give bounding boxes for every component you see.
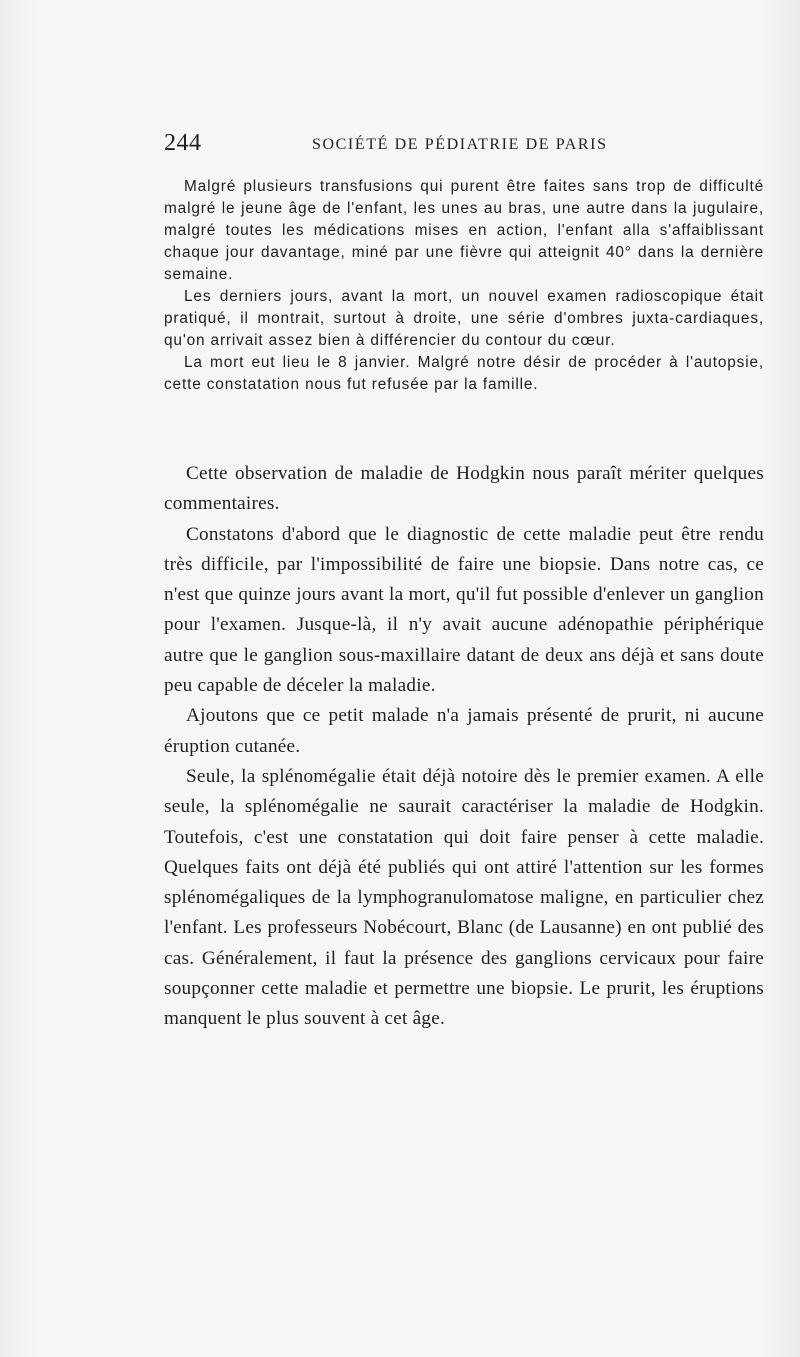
running-head xyxy=(164,130,764,160)
paragraph-commentary-intro: Cette observation de maladie de Hodgkin nous paraît mériter quelques commentaires. xyxy=(164,463,764,515)
case-report-text xyxy=(164,176,764,396)
journal-title: SOCIÉTÉ DE PÉDIATRIE DE PARIS xyxy=(312,136,608,153)
paragraph-transfusions: Malgré plusieurs transfusions qui purent être faites sans trop de difficulté malgré le jeune âge de l'enfant, les unes au bras, une autre dans la jugulaire, malgré toutes les médications mises en action, l'enfant alla s'affaiblissant chaque jour davantage, miné par une fièvre qui atteignit 40° dans la dernière semaine. xyxy=(164,178,764,283)
paragraph-splenomegaly: Seule, la splénomégalie était déjà notoire dès le premier examen. A elle seule, la splénomégalie ne saurait caractériser la maladie de Hodgkin. Toutefois, c'est une constatation qui doit faire penser à cette maladie. Quelques faits ont déjà été publiés qui ont attiré l'attention sur les formes splénomégaliques de la lymphogranulomatose maligne, en particulier chez l'enfant. Les professeurs Nobécourt, Blanc (de Lausanne) en ont publié des cas. Généralement, il faut la présence des ganglions cervicaux pour faire soupçonner cette maladie et permettre une biopsie. Le prurit, les éruptions manquent le plus souvent à cet âge. xyxy=(164,765,764,1030)
commentary-text xyxy=(164,459,764,1035)
paragraph-diagnosis: Constatons d'abord que le diagnostic de cette maladie peut être rendu très difficile, par l'impossibilité de faire une biopsie. Dans notre cas, ce n'est que quinze jours avant la mort, qu'il fut possible d'enlever un ganglion pour l'examen. Jusque-là, il n'y avait aucune adénopathie périphérique autre que le ganglion sous-maxillaire datant de deux ans déjà et sans doute peu capable de déceler la maladie. xyxy=(164,523,764,697)
page-number: 244 xyxy=(164,130,202,156)
paragraph-death: La mort eut lieu le 8 janvier. Malgré notre désir de procéder à l'autopsie, cette constatation nous fut refusée par la famille. xyxy=(164,354,764,393)
paragraph-radioscopy: Les derniers jours, avant la mort, un nouvel examen radioscopique était pratiqué, il montrait, surtout à droite, une série d'ombres juxta-cardiaques, qu'on arrivait assez bien à différencier du contour du cœur. xyxy=(164,288,764,349)
paragraph-prurit: Ajoutons que ce petit malade n'a jamais présenté de prurit, ni aucune éruption cutanée. xyxy=(164,705,764,757)
